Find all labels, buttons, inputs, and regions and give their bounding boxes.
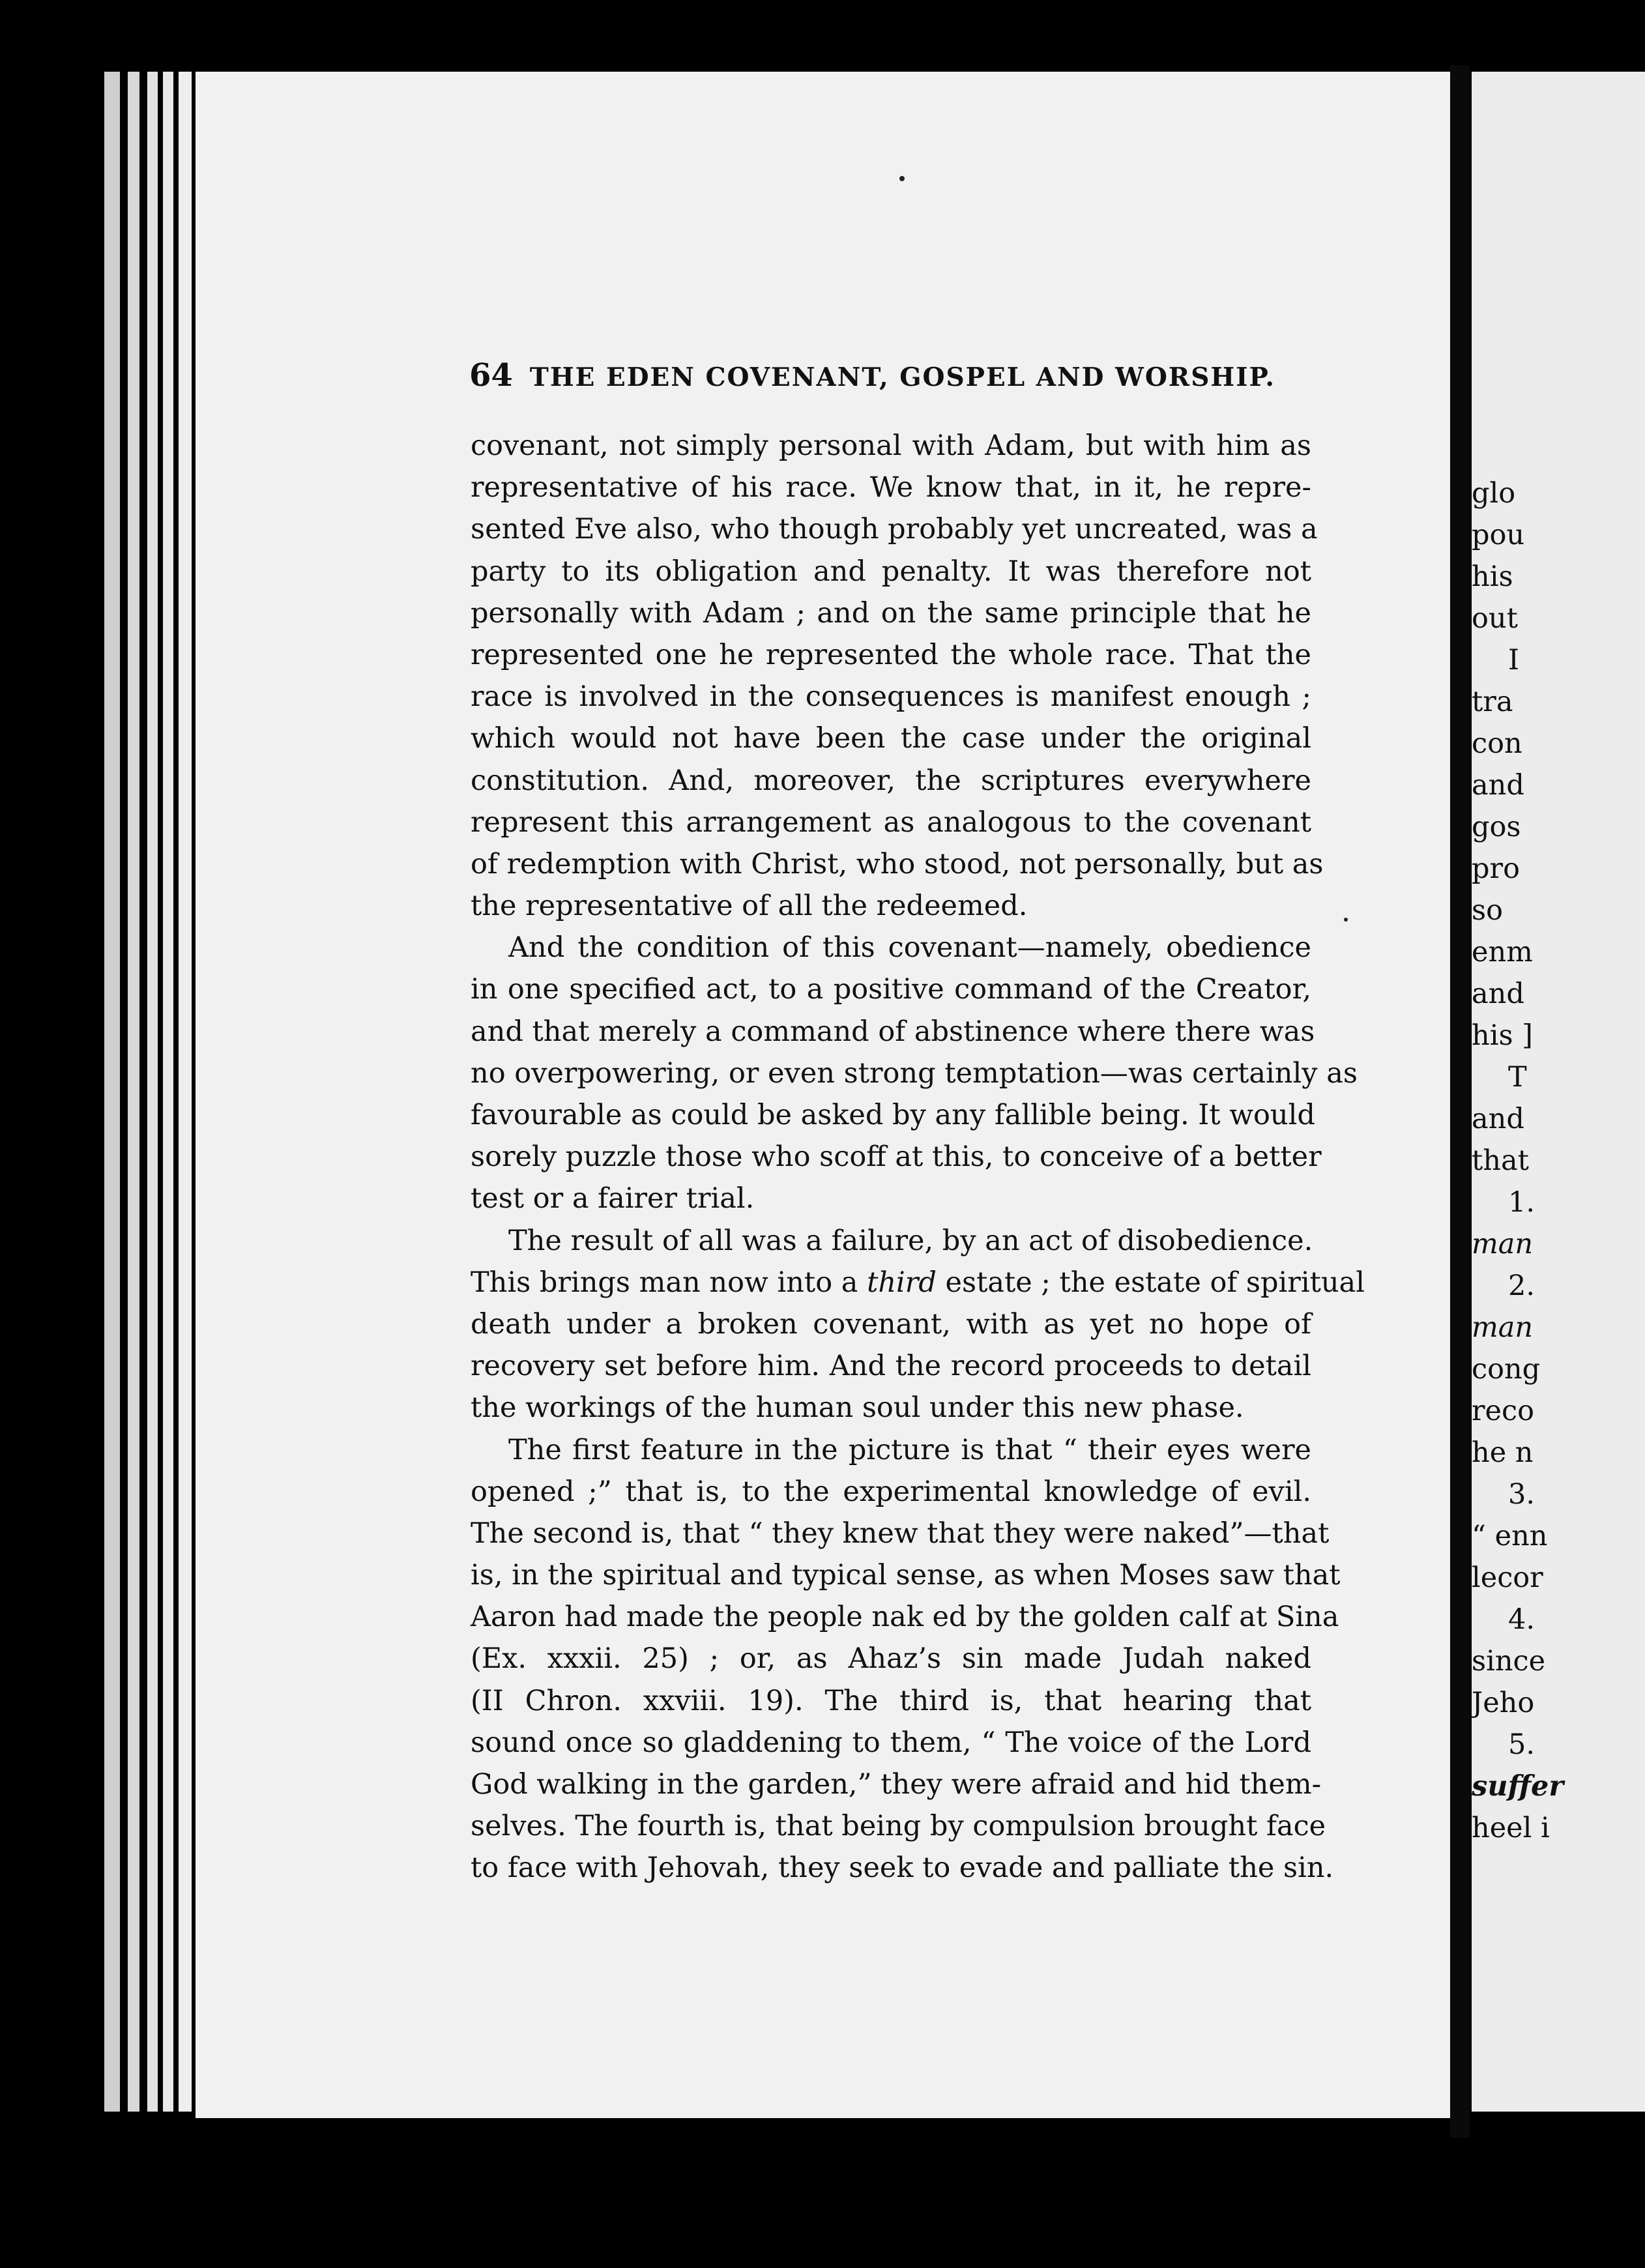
text-line: personally with Adam ; and on the same principle that he [471,596,1311,630]
facing-page-fragment: 3. [1508,1478,1536,1511]
facing-page-fragment: pou [1472,519,1525,551]
facing-page-fragment: that [1472,1144,1529,1177]
text-line: represented one he represented the whole race. That the [471,638,1311,671]
facing-page-fragment: T [1508,1061,1527,1094]
text-line: God walking in the garden,” they were afraid and hid them- [471,1768,1322,1801]
text-line: no overpowering, or even strong temptation—was certainly as [471,1056,1358,1090]
text-line: of redemption with Christ, who stood, not personally, but as [471,847,1324,880]
facing-page-fragment: 5. [1508,1728,1536,1761]
text-line: sorely puzzle those who scoff at this, to conceive of a better [471,1141,1322,1174]
text-line: representative of his race. We know that, in it, he repre- [471,471,1311,504]
text-line: constitution. And, moreover, the scriptures everywhere [471,764,1311,797]
running-head [469,357,1275,403]
facing-page-fragment: so [1472,894,1503,927]
text-line: The second is, that “ they knew that they were naked”—that [471,1517,1330,1550]
book-spine [1450,65,1470,2138]
emphasis-word: third [867,1266,937,1299]
text-line: selves. The fourth is, that being by compulsion brought face [471,1810,1326,1843]
text-line: opened ;” that is, to the experimental knowledge of evil. [471,1475,1311,1508]
facing-page-fragment: tra [1472,686,1513,718]
text-line: test or a fairer trial. [471,1182,755,1215]
facing-page-fragment: since [1472,1645,1546,1678]
text-line: (Ex. xxxii. 25) ; or, as Ahaz’s sin made Judah naked [471,1642,1311,1676]
facing-page-fragment: out [1472,602,1518,635]
text-segment: estate ; the estate of spiritual [936,1266,1365,1299]
text-line: is, in the spiritual and typical sense, as when Moses saw that [471,1559,1341,1592]
facing-page-fragment: heel i [1472,1812,1550,1844]
text-line: represent this arrangement as analogous to the covenant [471,806,1311,839]
text-line: sound once so gladdening to them, “ The voice of the Lord [471,1726,1311,1759]
facing-page-fragment: 1. [1508,1186,1536,1219]
text-line: The first feature in the picture is that “ their eyes were [508,1433,1311,1466]
page-edge [128,72,139,2112]
facing-page-fragment: gos [1472,811,1521,843]
facing-page-fragment: he n [1472,1436,1534,1469]
facing-page-fragment: “ enn [1472,1520,1548,1552]
facing-page-fragment: glo [1472,477,1516,510]
text-line: sented Eve also, who though probably yet uncreated, was a [471,513,1318,546]
text-line: recovery set before him. And the record proceeds to detail [471,1350,1311,1383]
page-edge [147,72,158,2112]
body-text [471,425,1365,1889]
page-edge [104,72,120,2112]
text-line: and that merely a command of abstinence where there was [471,1015,1315,1048]
text-segment: This brings man now into a [471,1266,867,1299]
text-line: The result of all was a failure, by an act of disobedience. [508,1224,1313,1257]
facing-page-fragment: his ] [1472,1019,1533,1052]
ink-speck [1344,918,1348,922]
text-line: covenant, not simply personal with Adam, but with him as [471,429,1311,462]
text-line: race is involved in the consequences is manifest enough ; [471,680,1311,714]
facing-page-fragment: I [1508,644,1519,676]
page-number: 64 [469,357,513,394]
page-edge [179,72,192,2112]
facing-page-fragment: lecor [1472,1562,1543,1594]
text-line: which would not have been the case under the original [471,722,1311,755]
text-line: party to its obligation and penalty. It was therefore not [471,555,1311,588]
facing-page-fragment: pro [1472,852,1520,885]
text-line: Aaron had made the people nak ed by the golden calf at Sina [471,1601,1339,1634]
facing-page-fragment: 4. [1508,1603,1536,1636]
facing-page-fragment: Jeho [1472,1687,1535,1719]
facing-page-fragment: cong [1472,1353,1541,1386]
text-line: the workings of the human soul under this new phase. [471,1391,1244,1425]
running-head-title: THE EDEN COVENANT, GOSPEL AND WORSHIP. [529,362,1275,392]
text-line: the representative of all the redeemed. [471,890,1028,923]
facing-page-fragment: enm [1472,936,1533,968]
facing-page-fragment: his [1472,560,1513,593]
facing-page-fragment: 2. [1508,1270,1536,1302]
ink-speck [899,176,905,181]
text-line: (II Chron. xxviii. 19). The third is, that hearing that [471,1684,1311,1717]
text-line: favourable as could be asked by any fallible being. It would [471,1099,1315,1131]
facing-page-fragment: and [1472,1103,1524,1135]
facing-page-fragment: reco [1472,1395,1534,1427]
text-line: death under a broken covenant, with as yet no hope of [471,1307,1311,1341]
text-line: in one specified act, to a positive command of the Creator, [471,973,1311,1006]
facing-page-fragment: and [1472,978,1524,1010]
facing-page-fragment: man [1472,1311,1534,1344]
text-line-mixed [471,1262,1365,1303]
facing-page-fragment: and [1472,769,1524,802]
text-line: to face with Jehovah, they seek to evade and palliate the sin. [471,1852,1334,1885]
text-line: And the condition of this covenant—namely, obedience [508,931,1311,965]
facing-page-text [1472,0,1645,2268]
page-edge [163,72,173,2112]
facing-page-fragment: suffer [1472,1770,1564,1803]
facing-page-fragment: man [1472,1228,1534,1260]
facing-page-fragment: con [1472,727,1522,760]
